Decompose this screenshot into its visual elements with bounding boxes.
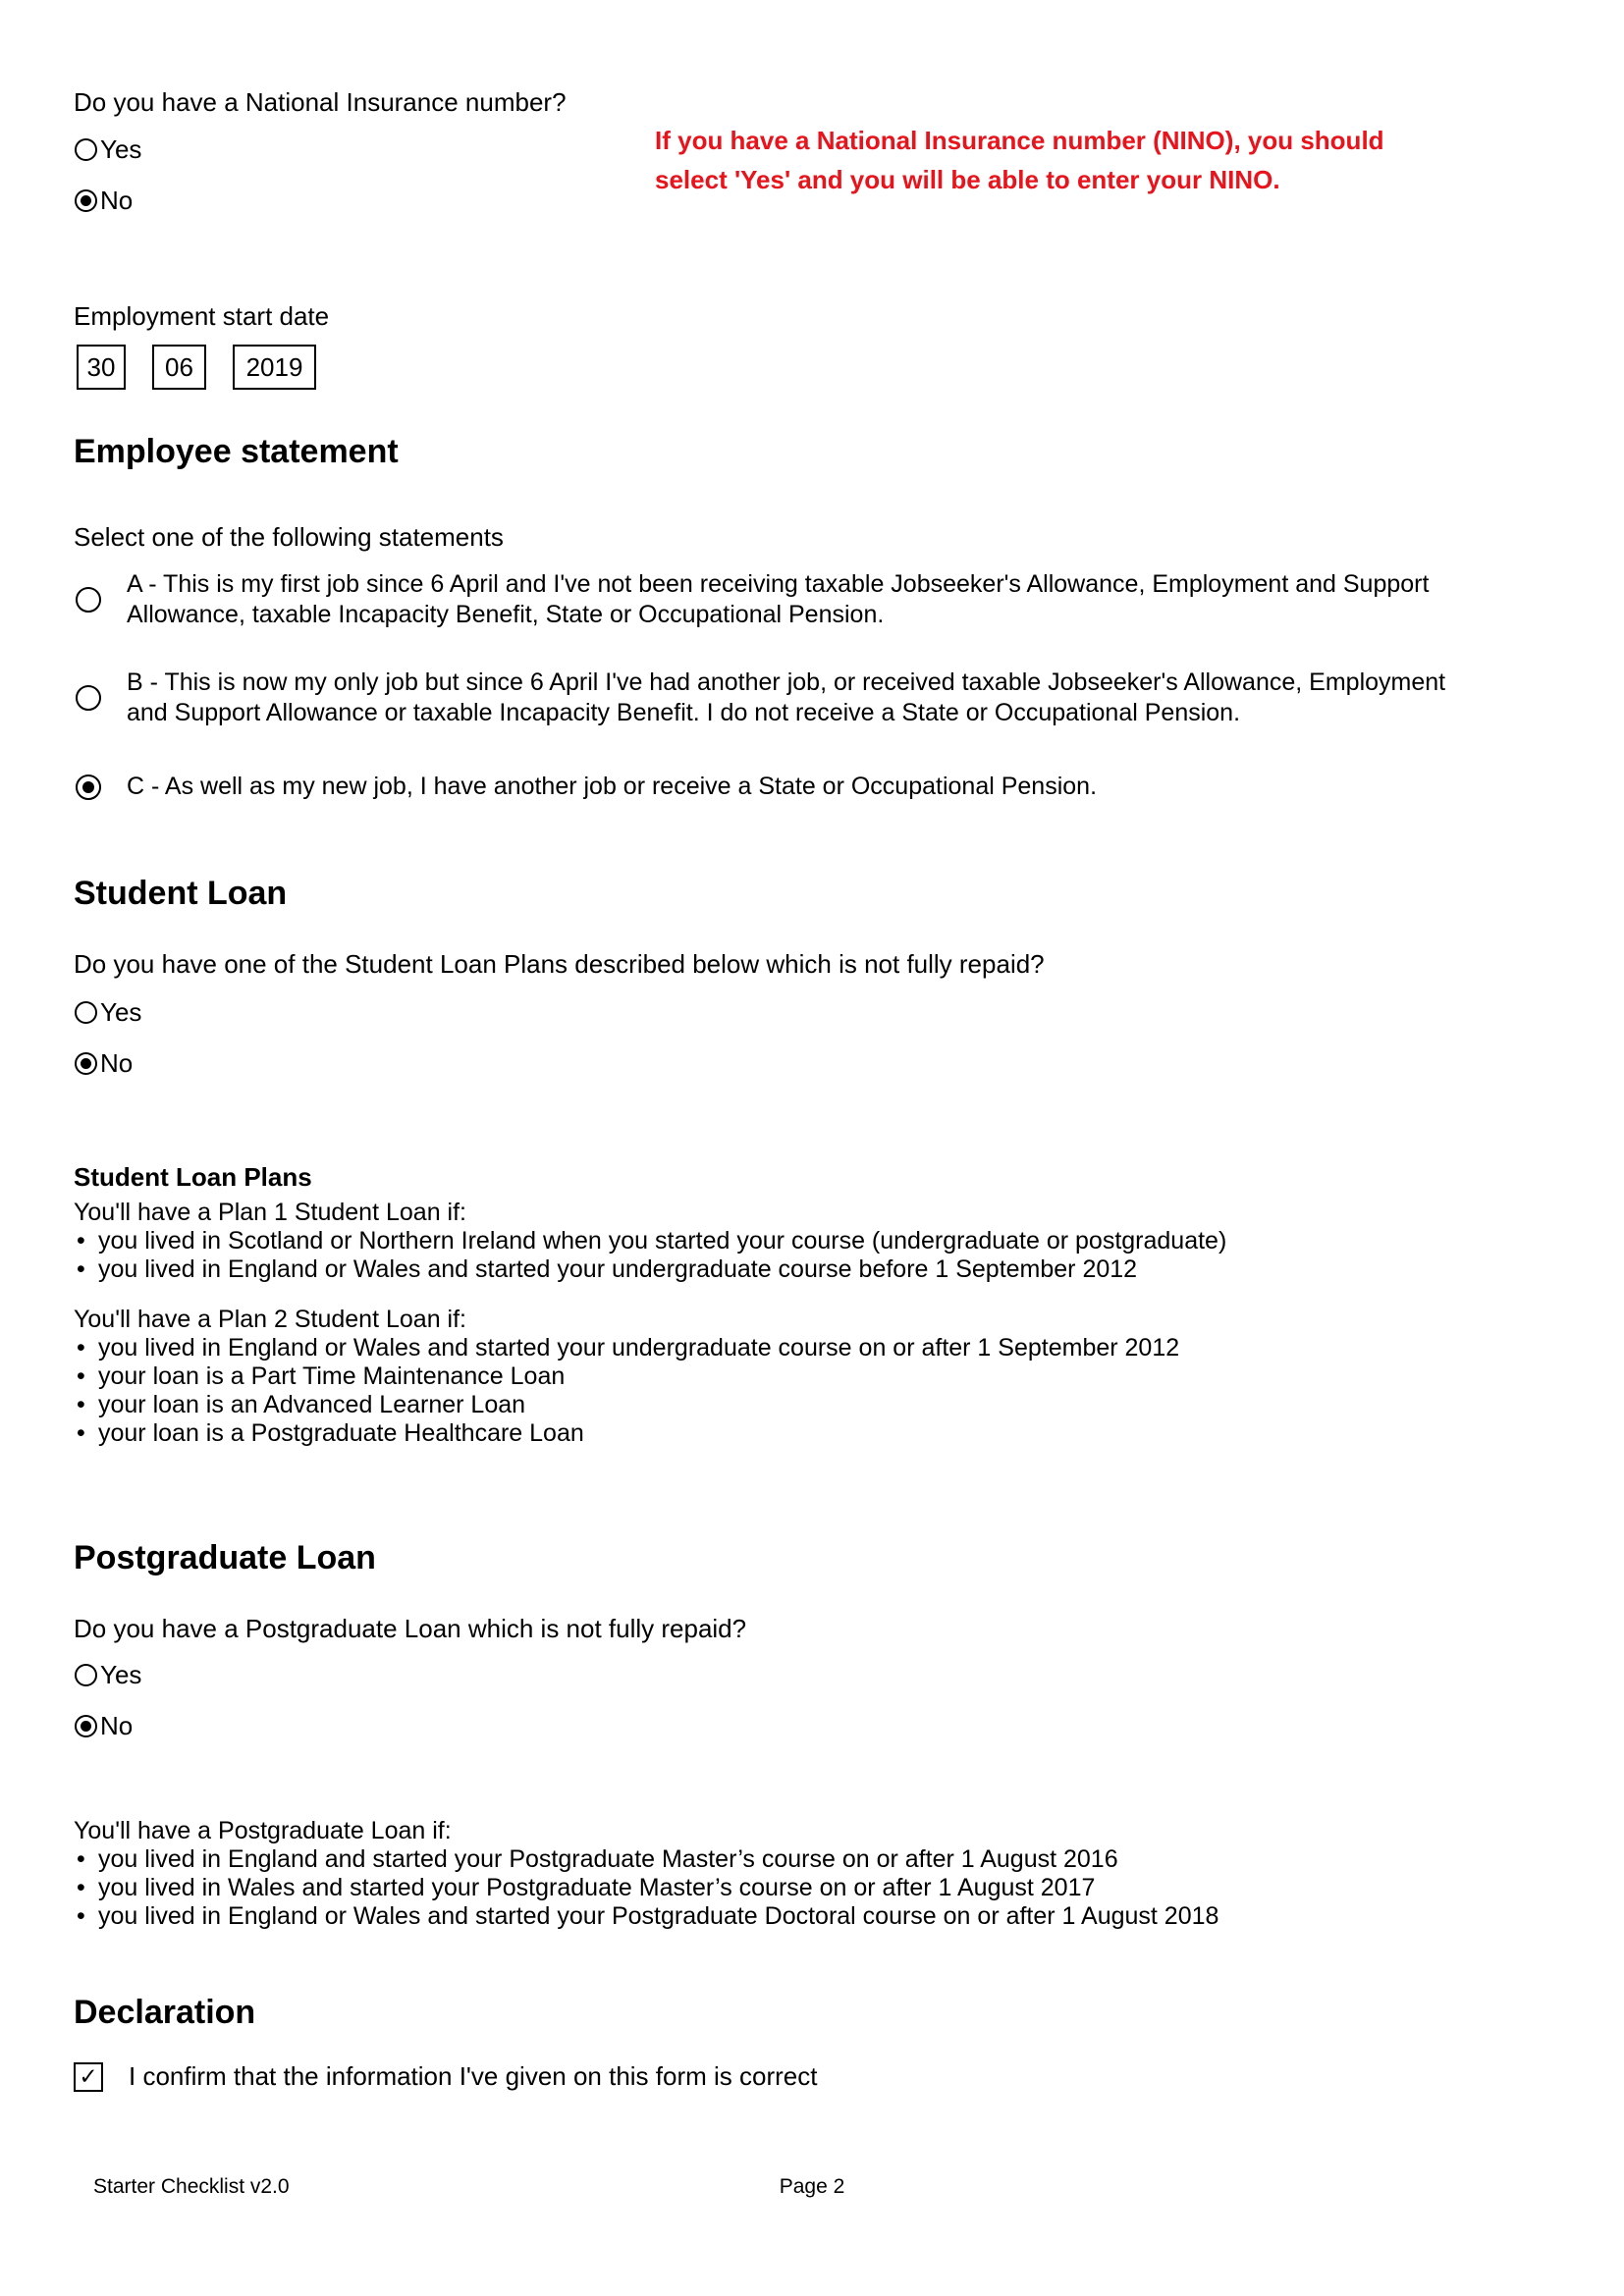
nino-alert-line-1: If you have a National Insurance number (NINO), you should [655,126,1384,155]
statement-option-b-label: B - This is now my only job but since 6 April I've had another job, or received taxable Jobseeker's Allowance, Employment and Support Allowance or taxable Incapacity Benefit. I do not receive a State or Occupational Pension. [127,668,1446,726]
radio-icon[interactable] [76,587,101,613]
postgraduate-loan-bullet: • you lived in England or Wales and started your Postgraduate Doctoral course on or after 1 August 2018 [74,1902,1527,1931]
nino-yes-label: Yes [100,134,142,164]
employee-statement-instruction: Select one of the following statements [74,522,504,552]
student-loan-yes-option[interactable] [75,997,141,1028]
employment-start-date-fields [77,345,316,390]
student-loan-plans-heading: Student Loan Plans [74,1162,312,1192]
radio-icon[interactable] [75,1001,97,1024]
start-date-year-field[interactable]: 2019 [233,345,316,390]
plan2-bullet: • your loan is a Postgraduate Healthcare Loan [74,1419,1527,1448]
statement-option-a[interactable] [76,569,1482,630]
footer-version-text: Starter Checklist v2.0 [93,2175,290,2198]
nino-alert-note [655,121,1384,199]
statement-option-c[interactable] [76,772,1482,802]
plan2-intro: You'll have a Plan 2 Student Loan if: [74,1306,466,1333]
student-loan-heading: Student Loan [74,875,288,912]
postgraduate-loan-yes-option[interactable] [75,1660,141,1690]
radio-icon[interactable] [75,1715,97,1737]
radio-icon[interactable] [76,685,101,711]
plan2-bullet: • your loan is an Advanced Learner Loan [74,1391,1527,1419]
radio-icon[interactable] [75,1052,97,1075]
declaration-row[interactable] [74,2061,817,2092]
student-loan-no-option[interactable] [75,1048,133,1079]
student-loan-yes-label: Yes [100,997,142,1027]
statement-option-b[interactable] [76,667,1482,728]
plan2-bullet: • you lived in England or Wales and started your undergraduate course on or after 1 September 2012 [74,1334,1527,1362]
postgraduate-loan-intro: You'll have a Postgraduate Loan if: [74,1817,452,1844]
plan1-bullet: • you lived in England or Wales and started your undergraduate course before 1 September 2012 [74,1255,1527,1284]
declaration-heading: Declaration [74,1994,256,2031]
postgraduate-loan-question: Do you have a Postgraduate Loan which is not fully repaid? [74,1614,747,1643]
nino-no-option[interactable] [75,186,133,216]
student-loan-no-label: No [100,1048,134,1078]
student-loan-plans-info [74,1162,1527,1448]
start-date-day-field[interactable]: 30 [77,345,126,390]
postgraduate-loan-heading: Postgraduate Loan [74,1539,376,1576]
start-date-month-field[interactable]: 06 [152,345,206,390]
nino-question: Do you have a National Insurance number? [74,87,567,117]
radio-icon[interactable] [75,138,97,161]
student-loan-question: Do you have one of the Student Loan Plans described below which is not fully repaid? [74,949,1045,979]
employee-statement-heading: Employee statement [74,433,399,470]
postgraduate-loan-yes-label: Yes [100,1660,142,1689]
footer-page-number: Page 2 [779,2175,845,2198]
postgraduate-loan-bullet: • you lived in Wales and started your Postgraduate Master’s course on or after 1 August 2017 [74,1874,1527,1902]
postgraduate-loan-bullet: • you lived in England and started your Postgraduate Master’s course on or after 1 August 2016 [74,1845,1527,1874]
nino-alert-line-2: select 'Yes' and you will be able to enter your NINO. [655,165,1280,194]
statement-option-a-label: A - This is my first job since 6 April and I've not been receiving taxable Jobseeker's Allowance, Employment and Support Allowance, taxable Incapacity Benefit, State or Occupational Pension. [127,570,1430,628]
statement-option-c-label: C - As well as my new job, I have another job or receive a State or Occupational Pension. [127,773,1098,800]
postgraduate-loan-no-label: No [100,1711,134,1740]
plan1-bullet: • you lived in Scotland or Northern Ireland when you started your course (undergraduate or postgraduate) [74,1227,1527,1255]
radio-icon[interactable] [75,1664,97,1686]
postgraduate-loan-info [74,1817,1527,1931]
declaration-label: I confirm that the information I've given on this form is correct [129,2061,818,2091]
radio-icon[interactable] [75,189,97,212]
declaration-checkbox[interactable] [74,2062,103,2092]
plan1-intro: You'll have a Plan 1 Student Loan if: [74,1199,466,1226]
plan2-bullet: • your loan is a Part Time Maintenance Loan [74,1362,1527,1391]
employment-start-date-label: Employment start date [74,301,330,331]
postgraduate-loan-no-option[interactable] [75,1711,133,1741]
nino-no-label: No [100,186,134,215]
radio-icon[interactable] [76,774,101,800]
nino-yes-option[interactable] [75,134,141,165]
